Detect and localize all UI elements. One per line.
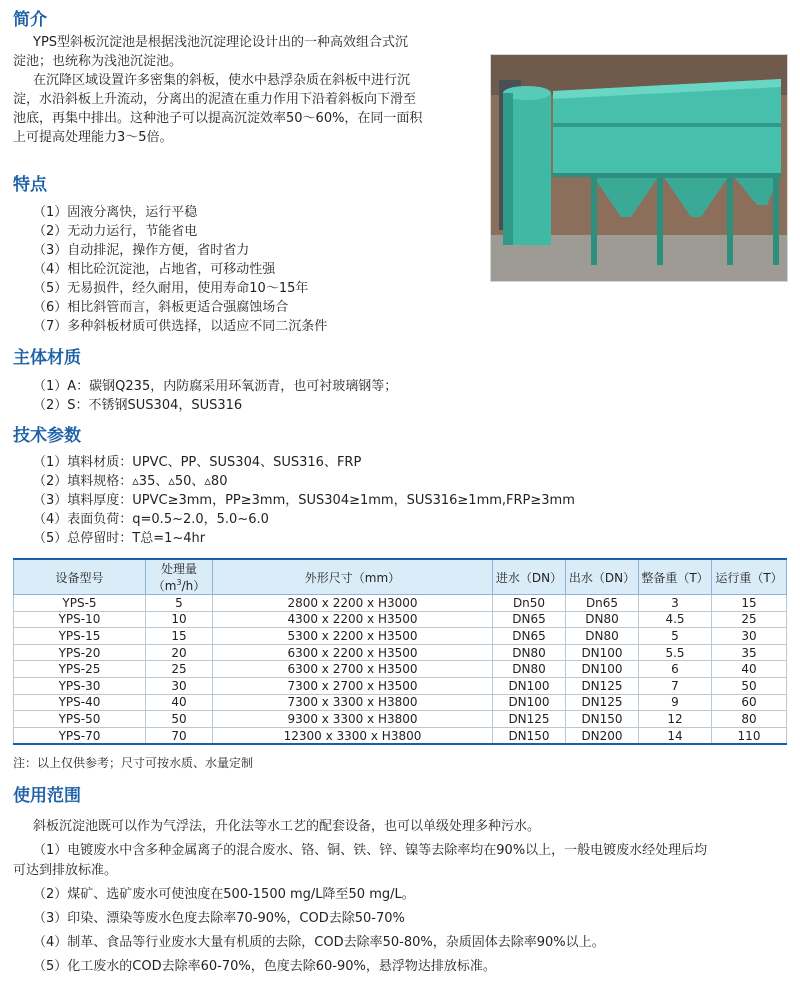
table-cell: YPS-20 bbox=[14, 644, 146, 661]
table-row bbox=[14, 694, 787, 711]
table-cell: 50 bbox=[146, 711, 213, 728]
table-cell: YPS-50 bbox=[14, 711, 146, 728]
spec-table bbox=[13, 558, 787, 745]
table-cell: 4300 x 2200 x H3500 bbox=[213, 611, 493, 628]
intro-line-5: 池底，再集中排出。这种池子可以提高沉淀效率50～60%，在同一面积 bbox=[13, 111, 423, 126]
intro-heading: 简介 bbox=[13, 10, 47, 30]
table-cell: YPS-30 bbox=[14, 677, 146, 694]
sedimentation-tank-illustration bbox=[491, 55, 787, 281]
table-cell: DN65 bbox=[493, 611, 566, 628]
table-cell: DN100 bbox=[493, 694, 566, 711]
param-item: （5）总停留时：T总=1~4hr bbox=[33, 531, 206, 546]
table-cell: 4.5 bbox=[639, 611, 712, 628]
table-cell: 30 bbox=[146, 677, 213, 694]
usage-line: 斜板沉淀池既可以作为气浮法，升化法等水工艺的配套设备，也可以单级处理多种污水。 bbox=[33, 819, 541, 834]
usage-line: （1）电镀废水中含多种金属离子的混合废水、铬、铜、铁、锌、镍等去除率均在90%以上，一般电镀废水经处理后均 bbox=[33, 843, 708, 858]
table-cell: 35 bbox=[712, 644, 787, 661]
table-cell: 5.5 bbox=[639, 644, 712, 661]
table-cell: DN150 bbox=[493, 727, 566, 744]
table-cell: DN80 bbox=[493, 644, 566, 661]
product-photo bbox=[490, 54, 788, 282]
table-cell: 3 bbox=[639, 595, 712, 612]
table-cell: 15 bbox=[712, 595, 787, 612]
table-cell: DN65 bbox=[493, 628, 566, 645]
table-cell: 6 bbox=[639, 661, 712, 678]
param-item: （1）填料材质：UPVC、PP、SUS304、SUS316、FRP bbox=[33, 455, 362, 470]
table-cell: DN80 bbox=[493, 661, 566, 678]
table-cell: 25 bbox=[146, 661, 213, 678]
table-cell: DN125 bbox=[493, 711, 566, 728]
table-cell: DN100 bbox=[566, 661, 639, 678]
table-cell: 30 bbox=[712, 628, 787, 645]
param-item: （4）表面负荷：q=0.5~2.0，5.0~6.0 bbox=[33, 512, 269, 527]
feature-item: （3）自动排泥，操作方便，省时省力 bbox=[33, 243, 250, 258]
table-row bbox=[14, 628, 787, 645]
table-cell: 40 bbox=[146, 694, 213, 711]
table-cell: YPS-40 bbox=[14, 694, 146, 711]
table-cell: YPS-25 bbox=[14, 661, 146, 678]
table-cell: 6300 x 2200 x H3500 bbox=[213, 644, 493, 661]
table-cell: DN80 bbox=[566, 611, 639, 628]
table-cell: YPS-15 bbox=[14, 628, 146, 645]
intro-line-4: 淀，水沿斜板上升流动，分离出的泥渣在重力作用下沿着斜板向下滑至 bbox=[13, 92, 417, 107]
col-header-outlet: 出水（DN） bbox=[566, 559, 639, 595]
table-cell: 60 bbox=[712, 694, 787, 711]
table-cell: 5 bbox=[639, 628, 712, 645]
table-cell: 7 bbox=[639, 677, 712, 694]
usage-line: （5）化工废水的COD去除率60-70%，色度去除60-90%，悬浮物达排放标准。 bbox=[33, 959, 496, 974]
table-cell: 9300 x 3300 x H3800 bbox=[213, 711, 493, 728]
table-row bbox=[14, 644, 787, 661]
intro-line-2: 淀池；也统称为浅池沉淀池。 bbox=[13, 54, 183, 69]
col-header-model: 设备型号 bbox=[14, 559, 146, 595]
features-heading: 特点 bbox=[13, 175, 47, 195]
feature-item: （1）固液分离快，运行平稳 bbox=[33, 205, 198, 220]
col-header-operating-weight: 运行重（T） bbox=[712, 559, 787, 595]
table-cell: 20 bbox=[146, 644, 213, 661]
table-row bbox=[14, 677, 787, 694]
table-cell: 6300 x 2700 x H3500 bbox=[213, 661, 493, 678]
table-cell: DN125 bbox=[566, 677, 639, 694]
table-cell: DN100 bbox=[566, 644, 639, 661]
col-header-inlet: 进水（DN） bbox=[493, 559, 566, 595]
col-header-dimensions: 外形尺寸（mm） bbox=[213, 559, 493, 595]
usage-heading: 使用范围 bbox=[13, 786, 81, 806]
table-row bbox=[14, 727, 787, 744]
table-cell: DN200 bbox=[566, 727, 639, 744]
table-cell: 5300 x 2200 x H3500 bbox=[213, 628, 493, 645]
table-cell: 80 bbox=[712, 711, 787, 728]
table-cell: 12300 x 3300 x H3800 bbox=[213, 727, 493, 744]
usage-line: （3）印染、漂染等废水色度去除率70-90%，COD去除50-70% bbox=[33, 911, 405, 926]
table-cell: 2800 x 2200 x H3000 bbox=[213, 595, 493, 612]
usage-line: 可达到排放标准。 bbox=[13, 863, 118, 878]
table-cell: DN125 bbox=[566, 694, 639, 711]
table-cell: DN100 bbox=[493, 677, 566, 694]
usage-line: （2）煤矿、选矿废水可使浊度在500-1500 mg/L降至50 mg/L。 bbox=[33, 887, 415, 902]
feature-item: （4）相比砼沉淀池，占地省，可移动性强 bbox=[33, 262, 276, 277]
table-cell: DN150 bbox=[566, 711, 639, 728]
col-header-empty-weight: 整备重（T） bbox=[639, 559, 712, 595]
table-cell: Dn65 bbox=[566, 595, 639, 612]
table-row bbox=[14, 595, 787, 612]
table-cell: 15 bbox=[146, 628, 213, 645]
table-cell: YPS-5 bbox=[14, 595, 146, 612]
table-row bbox=[14, 661, 787, 678]
table-cell: 110 bbox=[712, 727, 787, 744]
table-cell: 25 bbox=[712, 611, 787, 628]
usage-line: （4）制革、食品等行业废水大量有机质的去除，COD去除率50-80%，杂质固体去除率90%以上。 bbox=[33, 935, 605, 950]
param-item: （2）填料规格：▵35、▵50、▵80 bbox=[33, 474, 228, 489]
col-header-capacity: 处理量$(m^3/h)$ bbox=[146, 559, 213, 595]
table-cell: 9 bbox=[639, 694, 712, 711]
table-cell: 70 bbox=[146, 727, 213, 744]
table-cell: YPS-70 bbox=[14, 727, 146, 744]
feature-item: （5）无易损件，经久耐用，使用寿命10～15年 bbox=[33, 281, 309, 296]
intro-line-3: 在沉降区域设置许多密集的斜板，使水中悬浮杂质在斜板中进行沉 bbox=[33, 73, 411, 88]
table-cell: YPS-10 bbox=[14, 611, 146, 628]
table-cell: 5 bbox=[146, 595, 213, 612]
table-cell: 40 bbox=[712, 661, 787, 678]
material-item: （2）S：不锈钢SUS304，SUS316 bbox=[33, 398, 243, 413]
intro-line-6: 上可提高处理能力3～5倍。 bbox=[13, 130, 173, 145]
intro-line-1: YPS型斜板沉淀池是根据浅池沉淀理论设计出的一种高效组合式沉 bbox=[33, 35, 409, 50]
table-row bbox=[14, 711, 787, 728]
feature-item: （2）无动力运行，节能省电 bbox=[33, 224, 198, 239]
table-header-row bbox=[14, 559, 787, 595]
table-cell: 12 bbox=[639, 711, 712, 728]
param-item: （3）填料厚度：UPVC≥3mm，PP≥3mm，SUS304≥1mm，SUS316≥1mm,FRP≥3mm bbox=[33, 493, 575, 508]
table-cell: Dn50 bbox=[493, 595, 566, 612]
materials-heading: 主体材质 bbox=[13, 348, 81, 368]
table-cell: DN80 bbox=[566, 628, 639, 645]
material-item: （1）A：碳钢Q235，内防腐采用环氧沥青，也可衬玻璃钢等； bbox=[33, 379, 398, 394]
feature-item: （6）相比斜管而言，斜板更适合强腐蚀场合 bbox=[33, 300, 289, 315]
table-cell: 7300 x 2700 x H3500 bbox=[213, 677, 493, 694]
table-note: 注：以上仅供参考；尺寸可按水质、水量定制 bbox=[13, 756, 254, 770]
table-cell: 50 bbox=[712, 677, 787, 694]
table-cell: 14 bbox=[639, 727, 712, 744]
table-row bbox=[14, 611, 787, 628]
params-heading: 技术参数 bbox=[13, 426, 81, 446]
feature-item: （7）多种斜板材质可供选择，以适应不同二沉条件 bbox=[33, 319, 328, 334]
table-cell: 10 bbox=[146, 611, 213, 628]
table-cell: 7300 x 3300 x H3800 bbox=[213, 694, 493, 711]
